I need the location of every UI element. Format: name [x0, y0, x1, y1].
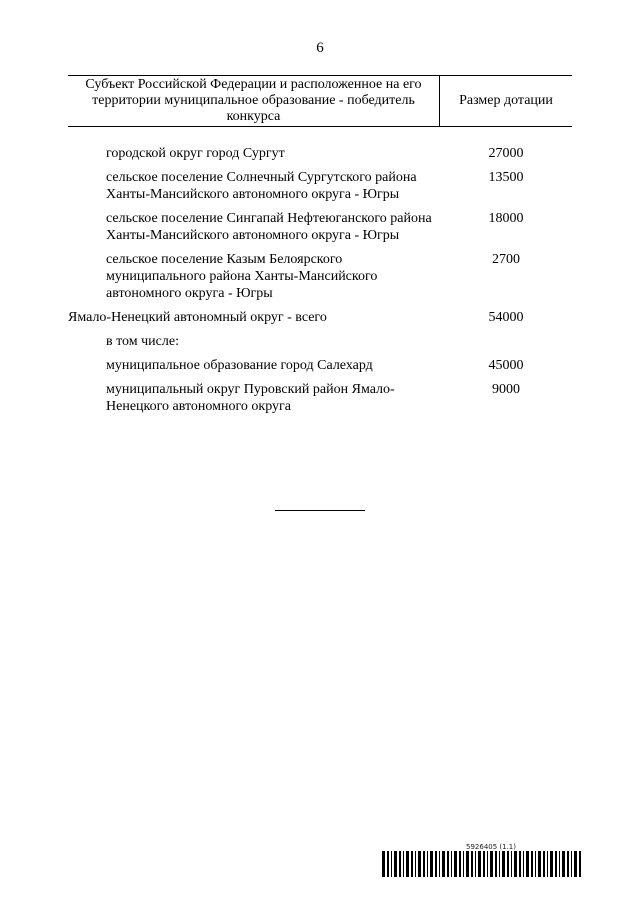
page-number: 6 [316, 40, 324, 56]
stamp-code: 5926405 (1.1) [466, 843, 516, 851]
table-header [68, 75, 572, 127]
row-name: сельское поселение Сингапай Нефтеюганского района Ханты-Мансийского автономного округа - Югры [106, 211, 432, 243]
row-value: 54000 [488, 310, 524, 325]
table-row [68, 381, 572, 415]
row-name: в том числе: [106, 334, 179, 349]
row-value: 13500 [488, 170, 524, 185]
row-name: Ямало-Ненецкий автономный округ - всего [68, 310, 327, 325]
row-name: городской округ город Сургут [106, 146, 285, 161]
row-value: 2700 [492, 252, 520, 267]
table-row [68, 357, 572, 374]
header-amount: Размер дотации [459, 93, 553, 108]
row-value [440, 333, 572, 350]
subsidy-table [68, 75, 572, 422]
row-name: муниципальное образование город Салехард [106, 358, 373, 373]
table-row [68, 210, 572, 244]
table-row [68, 145, 572, 162]
table-row-total [68, 309, 572, 326]
header-subject: Субъект Российской Федерации и расположенное на его территории муниципальное образование - победитель конкурса [68, 76, 440, 126]
table-row [68, 169, 572, 203]
barcode-icon [382, 851, 582, 877]
row-value: 9000 [492, 382, 520, 397]
row-value: 45000 [488, 358, 524, 373]
row-name: муниципальный округ Пуровский район Ямало-Ненецкого автономного округа [106, 382, 395, 414]
table-body [68, 145, 572, 415]
table-row [68, 333, 572, 350]
end-divider [275, 510, 365, 511]
table-row [68, 251, 572, 302]
row-value: 18000 [488, 211, 524, 226]
row-name: сельское поселение Казым Белоярского муниципального района Ханты-Мансийского автономного округа - Югры [106, 252, 378, 301]
row-value: 27000 [488, 146, 524, 161]
row-name: сельское поселение Солнечный Сургутского района Ханты-Мансийского автономного округа - Югры [106, 170, 417, 202]
